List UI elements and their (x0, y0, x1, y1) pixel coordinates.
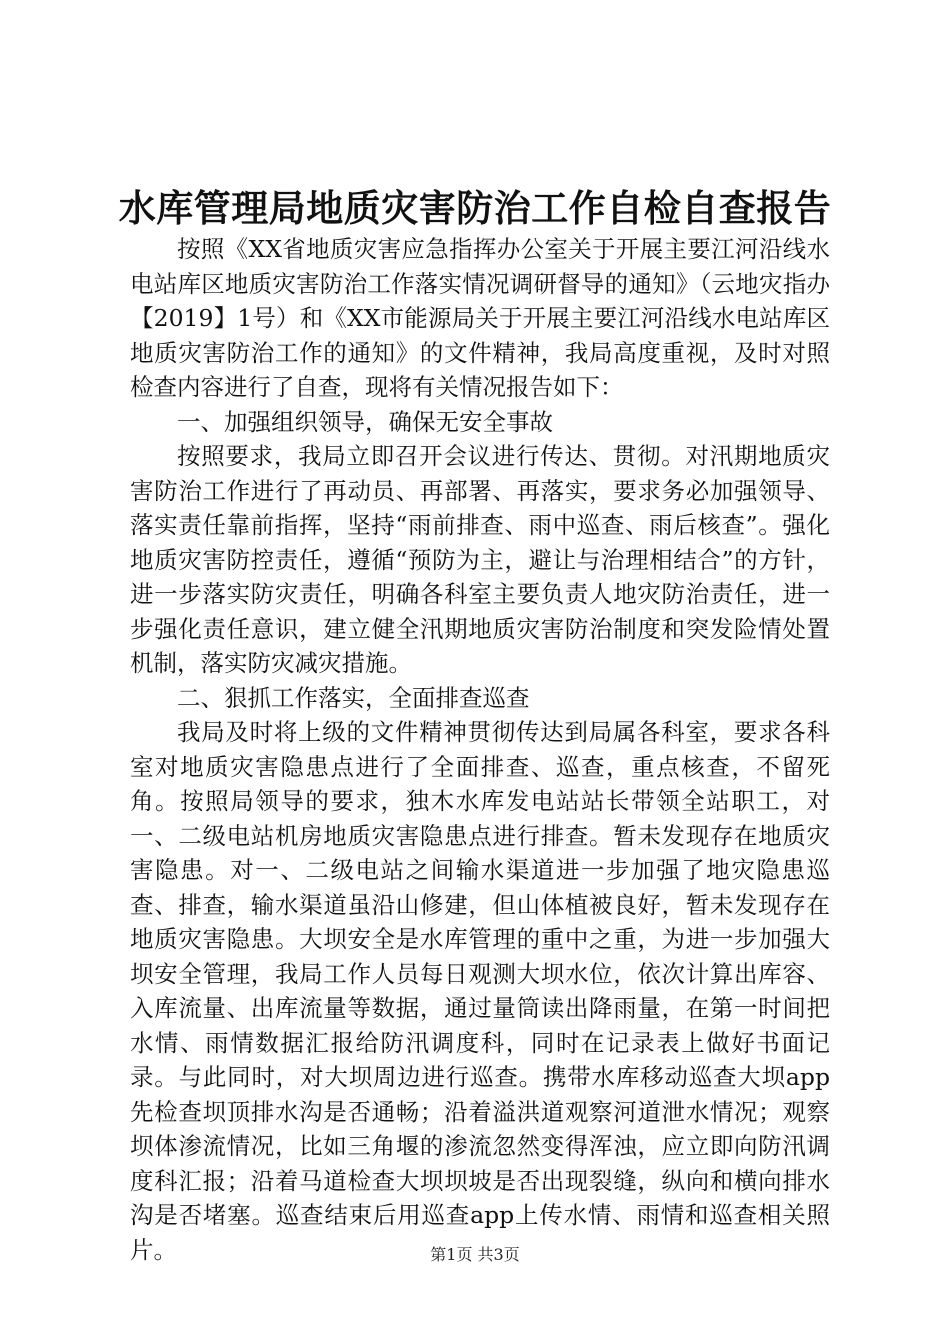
document-title: 水库管理局地质灾害防治工作自检自查报告 (118, 186, 832, 230)
section-heading-1: 一、加强组织领导，确保无安全事故 (177, 407, 553, 436)
section-2-paragraph: 我局及时将上级的文件精神贯彻传达到局属各科室，要求各科室对地质灾害隐患点进行了全面排查、巡查，重点核查，不留死角。按照局领导的要求，独木水库发电站站长带领全站职工，对一、二级电站机房地质灾害隐患点进行排查。暂未发现存在地质灾害隐患。对一、二级电站之间输水渠道进一步加强了地灾隐患巡查、排查，输水渠道虽沿山修建，但山体植被良好，暂未发现存在地质灾害隐患。大坝安全是水库管理的重中之重，为进一步加强大坝安全管理，我局工作人员每日观测大坝水位，依次计算出库容、入库流量、出库流量等数据，通过量筒读出降雨量，在第一时间把水情、雨情数据汇报给防汛调度科，同时在记录表上做好书面记录。与此同时，对大坝周边进行巡查。携带水库移动巡查大坝app先检查坝顶排水沟是否通畅；沿着溢洪道观察河道泄水情况；观察坝体渗流情况，比如三角堰的渗流忽然变得浑浊，应立即向防汛调度科汇报；沿着马道检查大坝坝坡是否出现裂缝，纵向和横向排水沟是否堵塞。巡查结束后用巡查app上传水情、雨情和巡查相关照片。 (130, 718, 830, 1264)
document-body (130, 232, 830, 1267)
section-1-paragraph: 按照要求，我局立即召开会议进行传达、贯彻。对汛期地质灾害防治工作进行了再动员、再部署、再落实，要求务必加强领导、落实责任靠前指挥，坚持“雨前排查、雨中巡查、雨后核查”。强化地质灾害防控责任，遵循“预防为主，避让与治理相结合”的方针，进一步落实防灾责任，明确各科室主要负责人地灾防治责任，进一步强化责任意识，建立健全汛期地质灾害防治制度和突发险情处置机制，落实防灾减灾措施。 (130, 442, 830, 677)
section-heading-2: 二、狠抓工作落实，全面排查巡查 (177, 683, 530, 712)
intro-paragraph: 按照《XX省地质灾害应急指挥办公室关于开展主要江河沿线水电站库区地质灾害防治工作落实情况调研督导的通知》（云地灾指办【2019】1号）和《XX市能源局关于开展主要江河沿线水电站库区地质灾害防治工作的通知》的文件精神，我局高度重视，及时对照检查内容进行了自查，现将有关情况报告如下： (130, 235, 830, 401)
page-number-footer: 第1页 共3页 (430, 1245, 520, 1264)
